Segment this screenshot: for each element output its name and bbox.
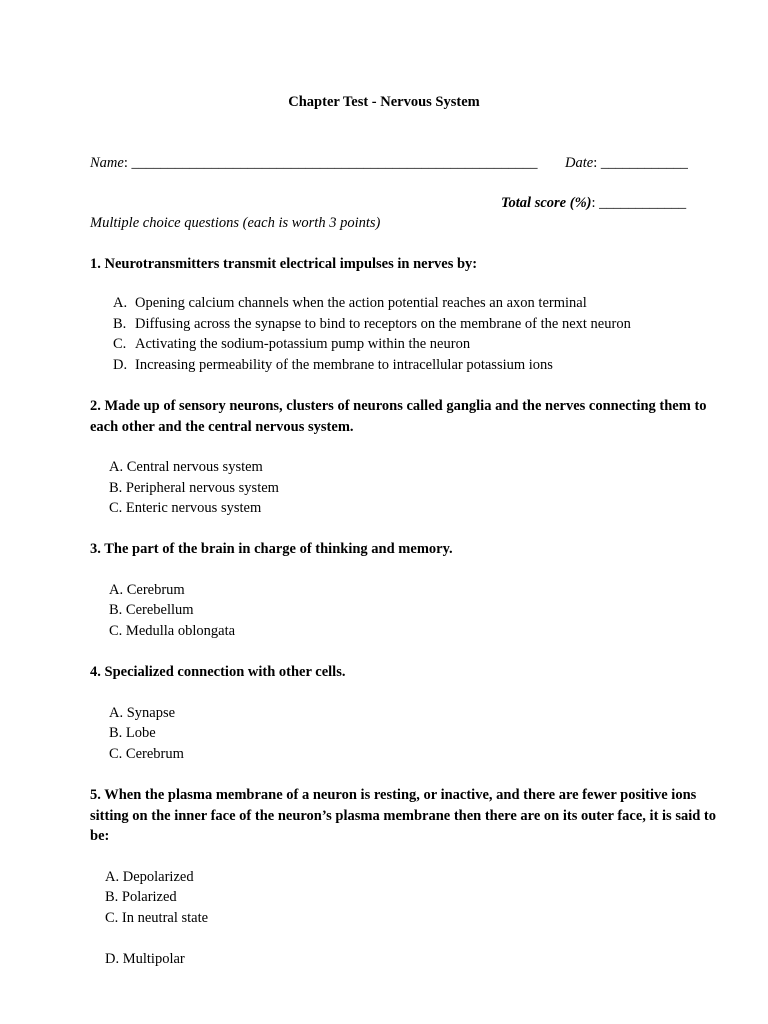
q2-option-c[interactable]: C. Enteric nervous system [109, 500, 262, 516]
option-text: Activating the sodium-potassium pump within the neuron [135, 336, 471, 352]
q1-option-a[interactable] [113, 293, 587, 313]
q2-option-a[interactable]: A. Central nervous system [109, 459, 263, 475]
q1-option-b[interactable] [113, 314, 631, 334]
q5-option-b[interactable]: B. Polarized [105, 889, 177, 905]
date-colon: : [593, 155, 598, 171]
q1-option-d[interactable] [113, 355, 553, 375]
name-blank[interactable]: ________________________________________________________ [131, 155, 538, 171]
q2-option-b[interactable]: B. Peripheral nervous system [109, 480, 279, 496]
option-text: Increasing permeability of the membrane to intracellular potassium ions [135, 357, 553, 373]
name-colon: : [123, 155, 128, 171]
name-line [90, 153, 538, 173]
option-letter: D. [113, 357, 128, 373]
score-label: Total score (%) [501, 195, 592, 211]
date-label: Date [565, 155, 594, 171]
q4-option-a[interactable]: A. Synapse [109, 705, 176, 721]
question-1: 1. Neurotransmitters transmit electrical impulses in nerves by: [90, 256, 478, 272]
q5-option-c[interactable]: C. In neutral state [105, 910, 209, 926]
score-blank[interactable]: ____________ [599, 195, 687, 211]
score-line [501, 193, 686, 213]
q3-option-c[interactable]: C. Medulla oblongata [109, 623, 236, 639]
option-letter: B. [113, 316, 127, 332]
page-title: Chapter Test - Nervous System [288, 94, 480, 110]
date-blank[interactable]: ____________ [600, 155, 688, 171]
question-4: 4. Specialized connection with other cells. [90, 664, 346, 680]
q4-option-b[interactable]: B. Lobe [109, 725, 156, 741]
option-letter: A. [113, 295, 128, 311]
name-label: Name [90, 155, 124, 171]
q3-option-a[interactable]: A. Cerebrum [109, 582, 185, 598]
question-2: 2. Made up of sensory neurons, clusters of neurons called ganglia and the nerves connecting them to each other and the central nervous system. [90, 398, 707, 435]
question-5: 5. When the plasma membrane of a neuron is resting, or inactive, and there are fewer positive ions sitting on the inner face of the neuron’s plasma membrane then there are on its outer face, it is said to be: [90, 787, 717, 844]
option-letter: C. [113, 336, 127, 352]
option-text: Diffusing across the synapse to bind to receptors on the membrane of the next neuron [135, 316, 631, 332]
date-line [565, 153, 688, 173]
option-text: Opening calcium channels when the action potential reaches an axon terminal [135, 295, 587, 311]
question-3: 3. The part of the brain in charge of thinking and memory. [90, 541, 453, 557]
score-colon: : [591, 195, 596, 211]
q3-option-b[interactable]: B. Cerebellum [109, 602, 194, 618]
q1-option-c[interactable] [113, 334, 470, 354]
q5-option-d[interactable]: D. Multipolar [105, 951, 185, 967]
instructions: Multiple choice questions (each is worth 3 points) [90, 215, 381, 231]
q5-option-a[interactable]: A. Depolarized [105, 869, 194, 885]
q4-option-c[interactable]: C. Cerebrum [109, 746, 184, 762]
